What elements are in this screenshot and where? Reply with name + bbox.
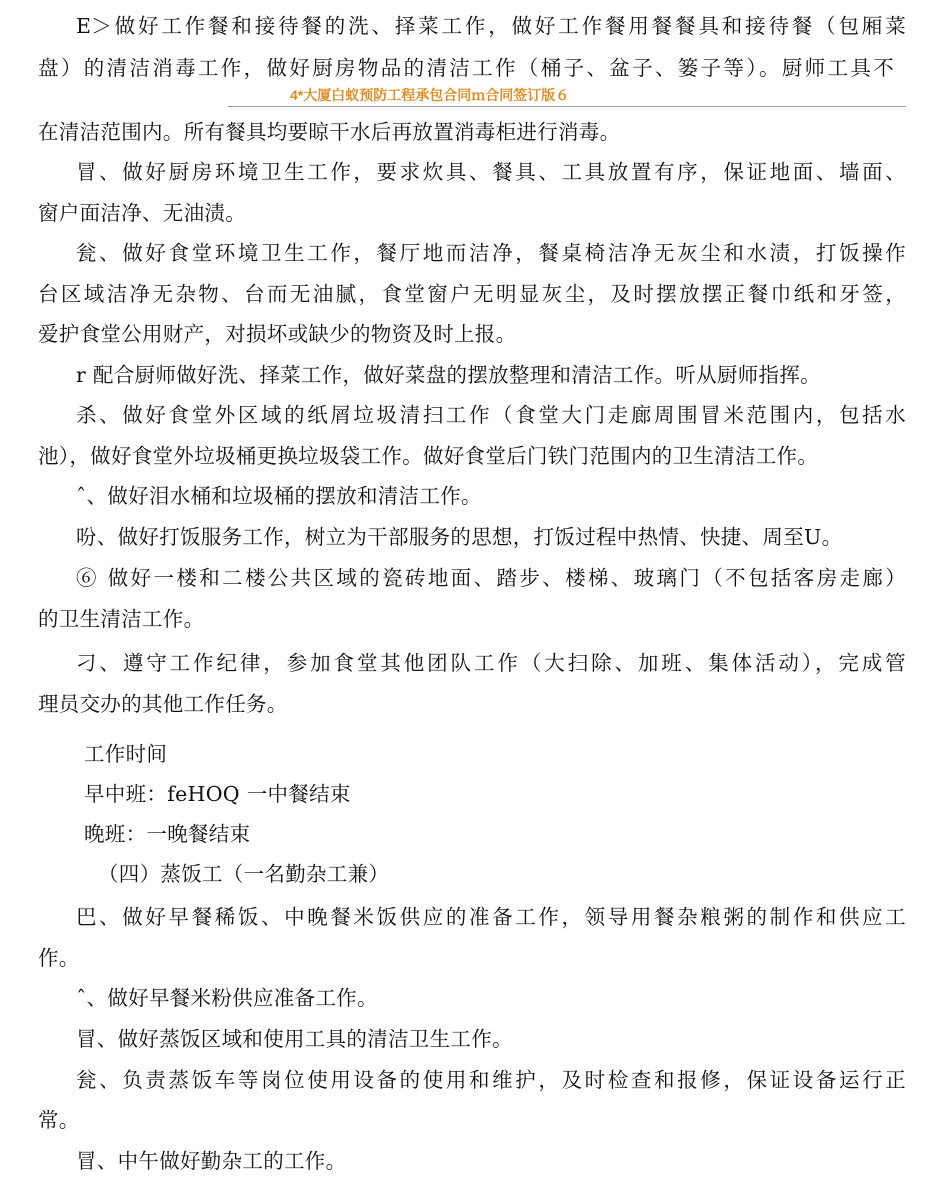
text-line-24: ˆ、做好早餐米粉供应准备工作。	[76, 986, 378, 1010]
text-line-11: 池），做好食堂外垃圾桶更换垃圾袋工作。做好食堂后门铁门范围内的卫生清洁工作。	[38, 444, 819, 468]
evening-shift: 晚班：一晚餐结束	[84, 822, 251, 846]
text-line-8: 爱护食堂公用财产，对损坏或缺少的物资及时上报。	[38, 322, 517, 346]
text-line-23: 作。	[38, 946, 80, 970]
early-mid-shift: 早中班：feHOQ 一中餐结束	[84, 782, 351, 806]
text-line-9: r 配合厨师做好洗、择菜工作，做好菜盘的摆放整理和清洁工作。听从厨师指挥。	[76, 363, 821, 387]
text-line-2: 盘）的清洁消毒工作，做好厨房物品的清洁工作（桶子、盆子、篓子等）。厨师工具不	[38, 56, 894, 80]
text-line-7: 台区域洁净无杂物、台而无油腻，食堂窗户无明显灰尘，及时摆放摆正餐巾纸和牙签，	[38, 282, 906, 306]
text-line-3: 在清洁范围内。所有餐具均要晾干水后再放置消毒柜进行消毒。	[38, 120, 621, 144]
text-line-10: 杀、做好食堂外区域的纸屑垃圾清扫工作（食堂大门走廊周围冒米范围内，包括水	[76, 403, 906, 427]
text-line-13: 吩、做好打饭服务工作，树立为干部服务的思想，打饭过程中热情、快捷、周至U。	[76, 525, 843, 549]
text-line-26: 瓮、负责蒸饭车等岗位使用设备的使用和维护，及时检查和报修，保证设备运行正	[76, 1068, 906, 1092]
text-line-28: 冒、中午做好勤杂工的工作。	[76, 1149, 347, 1173]
text-line-15: 的卫生清洁工作。	[38, 607, 205, 631]
text-line-5: 窗户面洁净、无油渍。	[38, 201, 246, 225]
text-line-12: ˆ、做好泪水桶和垃圾桶的摆放和清洁工作。	[76, 484, 482, 508]
text-line-16: 刁、遵守工作纪律，参加食堂其他团队工作（大扫除、加班、集体活动），完成管	[76, 651, 906, 675]
text-line-4: 冒、做好厨房环境卫生工作，要求炊具、餐具、工具放置有序，保证地面、墙面、	[76, 160, 906, 184]
work-time-heading: 工作时间	[84, 742, 168, 766]
text-line-1: E＞做好工作餐和接待餐的洗、择菜工作，做好工作餐用餐餐具和接待餐（包厢菜	[76, 14, 906, 38]
text-line-17: 理员交办的其他工作任务。	[38, 692, 288, 716]
text-line-22: 巴、做好早餐稀饭、中晚餐米饭供应的准备工作，领导用餐杂粮粥的制作和供应工	[76, 905, 906, 929]
text-line-14: ⑥ 做好一楼和二楼公共区域的瓷砖地面、踏步、楼梯、玻璃门（不包括客房走廊）	[76, 566, 906, 590]
section-heading-rice-steamer: （四）蒸饭工（一名勤杂工兼）	[98, 862, 390, 886]
text-line-25: 冒、做好蒸饭区域和使用工具的清洁卫生工作。	[76, 1027, 513, 1051]
text-line-6: 瓮、做好食堂环境卫生工作，餐厅地而洁净，餐桌椅洁净无灰尘和水渍，打饭操作	[76, 241, 906, 265]
text-line-27: 常。	[38, 1108, 80, 1132]
running-header: 4*大厦白蚁预防工程承包合同ｍ合同签订版６	[290, 87, 570, 103]
